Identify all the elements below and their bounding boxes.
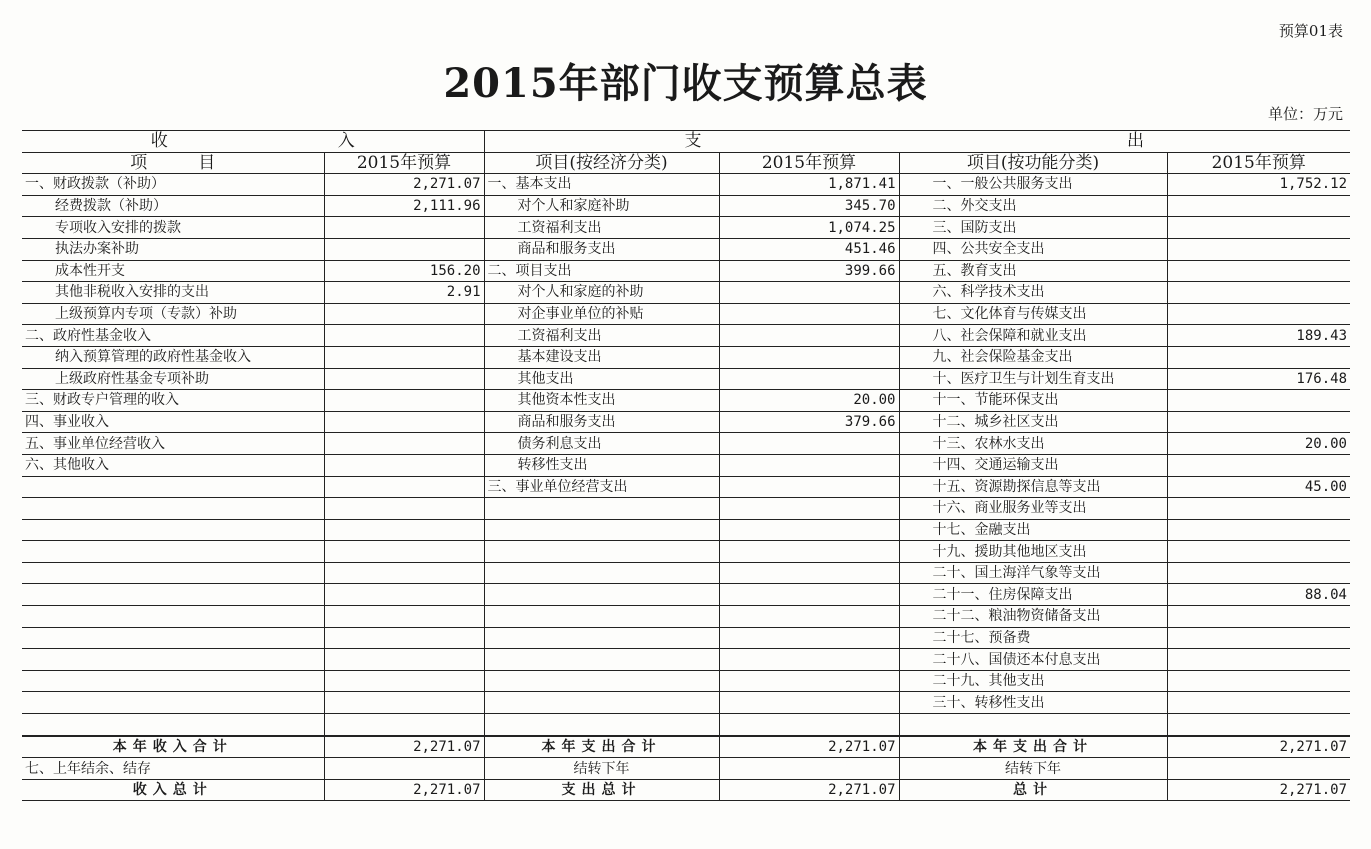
income-value	[324, 325, 484, 347]
expense-func-item: 十二、城乡社区支出	[899, 411, 1167, 433]
income-item	[22, 692, 324, 714]
expense-econ-item: 一、基本支出	[484, 174, 719, 196]
expense-econ-value: 451.46	[719, 238, 899, 260]
income-item	[22, 584, 324, 606]
expense-grand-value-econ: 2,271.07	[719, 779, 899, 801]
table-row	[22, 498, 1350, 520]
income-item: 专项收入安排的拨款	[22, 217, 324, 239]
income-item	[22, 476, 324, 498]
expense-func-value	[1167, 498, 1350, 520]
expense-econ-item: 工资福利支出	[484, 325, 719, 347]
expense-func-item: 九、社会保险基金支出	[899, 346, 1167, 368]
expense-econ-item	[484, 606, 719, 628]
expense-func-item: 十三、农林水支出	[899, 433, 1167, 455]
table-row	[22, 195, 1350, 217]
expense-func-value: 45.00	[1167, 476, 1350, 498]
table-row	[22, 325, 1350, 347]
expense-econ-value	[719, 649, 899, 671]
expense-econ-value: 1,871.41	[719, 174, 899, 196]
expense-econ-value	[719, 670, 899, 692]
expense-econ-item: 对个人和家庭补助	[484, 195, 719, 217]
expense-func-value: 1,752.12	[1167, 174, 1350, 196]
income-value	[324, 692, 484, 714]
expense-func-item: 二十八、国债还本付息支出	[899, 649, 1167, 671]
income-value	[324, 238, 484, 260]
income-grand-value: 2,271.07	[324, 779, 484, 801]
table-row	[22, 433, 1350, 455]
income-value	[324, 476, 484, 498]
expense-econ-value	[719, 714, 899, 736]
income-value	[324, 346, 484, 368]
income-value	[324, 670, 484, 692]
expense-econ-value	[719, 498, 899, 520]
expense-econ-item: 商品和服务支出	[484, 238, 719, 260]
income-total-value: 2,271.07	[324, 736, 484, 758]
income-item	[22, 670, 324, 692]
header-row-2	[22, 152, 1350, 174]
income-value	[324, 433, 484, 455]
income-value	[324, 390, 484, 412]
expense-func-item: 七、文化体育与传媒支出	[899, 303, 1167, 325]
income-value	[324, 627, 484, 649]
expense-econ-value	[719, 282, 899, 304]
expense-func-value	[1167, 390, 1350, 412]
table-row	[22, 174, 1350, 196]
expense-econ-item: 对个人和家庭的补助	[484, 282, 719, 304]
income-item	[22, 649, 324, 671]
expense-func-value	[1167, 195, 1350, 217]
expense-econ-item	[484, 541, 719, 563]
income-item	[22, 562, 324, 584]
table-row	[22, 282, 1350, 304]
expense-func-item: 二十一、住房保障支出	[899, 584, 1167, 606]
expense-econ-item: 债务利息支出	[484, 433, 719, 455]
expense-econ-value	[719, 562, 899, 584]
table-row	[22, 476, 1350, 498]
budget-table	[22, 130, 1350, 801]
table-row	[22, 606, 1350, 628]
table-row	[22, 390, 1350, 412]
income-item: 上级政府性基金专项补助	[22, 368, 324, 390]
table-row	[22, 584, 1350, 606]
income-item	[22, 627, 324, 649]
expense-econ-item	[484, 692, 719, 714]
expense-func-item: 十四、交通运输支出	[899, 454, 1167, 476]
expense-grand-label-econ: 支出总计	[484, 779, 719, 801]
expense-func-value	[1167, 303, 1350, 325]
expense-econ-item	[484, 584, 719, 606]
carry-over-econ-value	[719, 758, 899, 780]
item-header: 项 目	[22, 152, 324, 174]
income-value	[324, 368, 484, 390]
expense-econ-value: 345.70	[719, 195, 899, 217]
income-item	[22, 541, 324, 563]
prev-balance-value	[324, 758, 484, 780]
expense-econ-item	[484, 627, 719, 649]
expense-econ-value	[719, 368, 899, 390]
expense-func-item	[899, 714, 1167, 736]
income-value	[324, 562, 484, 584]
income-item	[22, 606, 324, 628]
expense-total-label-func: 本年支出合计	[899, 736, 1167, 758]
expense-econ-value	[719, 303, 899, 325]
income-item: 四、事业收入	[22, 411, 324, 433]
table-row	[22, 714, 1350, 736]
income-value	[324, 454, 484, 476]
expense-econ-value: 399.66	[719, 260, 899, 282]
income-item: 三、财政专户管理的收入	[22, 390, 324, 412]
income-value	[324, 519, 484, 541]
expense-func-item: 一、一般公共服务支出	[899, 174, 1167, 196]
table-row	[22, 411, 1350, 433]
expense-func-item: 六、科学技术支出	[899, 282, 1167, 304]
expense-econ-value	[719, 519, 899, 541]
expense-func-item: 二十九、其他支出	[899, 670, 1167, 692]
expense-econ-value: 379.66	[719, 411, 899, 433]
table-row	[22, 303, 1350, 325]
expense-func-item: 二十、国土海洋气象等支出	[899, 562, 1167, 584]
expense-econ-item	[484, 519, 719, 541]
income-value	[324, 217, 484, 239]
income-item: 其他非税收入安排的支出	[22, 282, 324, 304]
expense-econ-value: 20.00	[719, 390, 899, 412]
expense-func-item: 十七、金融支出	[899, 519, 1167, 541]
expense-econ-item: 二、项目支出	[484, 260, 719, 282]
expense-econ-item: 转移性支出	[484, 454, 719, 476]
carry-over-econ: 结转下年	[484, 758, 719, 780]
income-item	[22, 498, 324, 520]
expense-func-item: 十六、商业服务业等支出	[899, 498, 1167, 520]
table-row	[22, 260, 1350, 282]
expense-econ-value	[719, 541, 899, 563]
income-item: 经费拨款（补助）	[22, 195, 324, 217]
expense-header-left: 支	[484, 131, 1167, 153]
page-title: 2015年部门收支预算总表	[443, 60, 928, 107]
income-value	[324, 411, 484, 433]
expense-grand-label-func: 总计	[899, 779, 1167, 801]
expense-econ-value	[719, 627, 899, 649]
income-value	[324, 606, 484, 628]
budget-header: 2015年预算	[324, 152, 484, 174]
expense-func-item: 十一、节能环保支出	[899, 390, 1167, 412]
carry-over-func-value	[1167, 758, 1350, 780]
expense-func-item: 八、社会保障和就业支出	[899, 325, 1167, 347]
expense-econ-value	[719, 433, 899, 455]
expense-econ-item: 其他支出	[484, 368, 719, 390]
table-row	[22, 346, 1350, 368]
totals-row	[22, 736, 1350, 758]
income-value: 2.91	[324, 282, 484, 304]
expense-total-value-econ: 2,271.07	[719, 736, 899, 758]
income-value: 2,271.07	[324, 174, 484, 196]
income-item: 执法办案补助	[22, 238, 324, 260]
expense-econ-value	[719, 606, 899, 628]
expense-func-value	[1167, 541, 1350, 563]
income-value	[324, 498, 484, 520]
table-row	[22, 238, 1350, 260]
table-row	[22, 692, 1350, 714]
expense-func-value	[1167, 346, 1350, 368]
expense-func-value	[1167, 238, 1350, 260]
income-value	[324, 541, 484, 563]
expense-func-value	[1167, 260, 1350, 282]
table-row	[22, 627, 1350, 649]
expense-econ-item: 商品和服务支出	[484, 411, 719, 433]
expense-func-value	[1167, 606, 1350, 628]
expense-func-value	[1167, 627, 1350, 649]
income-value	[324, 584, 484, 606]
expense-econ-value	[719, 454, 899, 476]
carry-over-func: 结转下年	[899, 758, 1167, 780]
expense-func-value	[1167, 411, 1350, 433]
unit-label: 单位：万元	[1267, 105, 1343, 123]
expense-func-value	[1167, 454, 1350, 476]
expense-func-value	[1167, 670, 1350, 692]
income-item: 上级预算内专项（专款）补助	[22, 303, 324, 325]
expense-func-item: 二、外交支出	[899, 195, 1167, 217]
income-total-label: 本年收入合计	[22, 736, 324, 758]
income-item: 二、政府性基金收入	[22, 325, 324, 347]
expense-econ-value	[719, 692, 899, 714]
expense-econ-item: 其他资本性支出	[484, 390, 719, 412]
table-row	[22, 519, 1350, 541]
expense-func-value: 189.43	[1167, 325, 1350, 347]
expense-func-value	[1167, 217, 1350, 239]
prev-balance-label: 七、上年结余、结存	[22, 758, 324, 780]
income-item: 六、其他收入	[22, 454, 324, 476]
income-header: 收 入	[22, 131, 484, 153]
form-code: 预算01表	[1278, 22, 1343, 40]
expense-econ-item	[484, 498, 719, 520]
income-item: 成本性开支	[22, 260, 324, 282]
expense-func-item: 十五、资源勘探信息等支出	[899, 476, 1167, 498]
item-econ-header: 项目(按经济分类)	[484, 152, 719, 174]
table-row	[22, 670, 1350, 692]
table-row	[22, 562, 1350, 584]
expense-econ-item	[484, 562, 719, 584]
expense-func-item: 三十、转移性支出	[899, 692, 1167, 714]
expense-econ-value	[719, 476, 899, 498]
expense-func-item: 三、国防支出	[899, 217, 1167, 239]
expense-func-item: 十九、援助其他地区支出	[899, 541, 1167, 563]
item-func-header: 项目(按功能分类)	[899, 152, 1167, 174]
expense-func-item: 二十七、预备费	[899, 627, 1167, 649]
expense-func-value	[1167, 714, 1350, 736]
expense-econ-item: 三、事业单位经营支出	[484, 476, 719, 498]
income-item: 五、事业单位经营收入	[22, 433, 324, 455]
expense-total-label-econ: 本年支出合计	[484, 736, 719, 758]
expense-header-right: 出	[1127, 131, 1310, 153]
expense-econ-item	[484, 670, 719, 692]
expense-func-value: 88.04	[1167, 584, 1350, 606]
expense-func-item: 十、医疗卫生与计划生育支出	[899, 368, 1167, 390]
expense-func-value	[1167, 562, 1350, 584]
income-value: 2,111.96	[324, 195, 484, 217]
income-value	[324, 649, 484, 671]
expense-func-value	[1167, 649, 1350, 671]
expense-func-value	[1167, 282, 1350, 304]
expense-func-item: 二十二、粮油物资储备支出	[899, 606, 1167, 628]
expense-econ-item: 对企事业单位的补贴	[484, 303, 719, 325]
table-row	[22, 217, 1350, 239]
header-row-1	[22, 131, 1350, 153]
table-row	[22, 368, 1350, 390]
income-value	[324, 714, 484, 736]
budget-econ-header: 2015年预算	[719, 152, 899, 174]
income-item: 一、财政拨款（补助）	[22, 174, 324, 196]
table-row	[22, 649, 1350, 671]
table-row	[22, 454, 1350, 476]
expense-econ-value	[719, 584, 899, 606]
expense-econ-value	[719, 325, 899, 347]
budget-func-header: 2015年预算	[1167, 152, 1350, 174]
expense-grand-value-func: 2,271.07	[1167, 779, 1350, 801]
income-item	[22, 519, 324, 541]
table-row	[22, 541, 1350, 563]
expense-econ-value	[719, 346, 899, 368]
expense-econ-item	[484, 649, 719, 671]
expense-func-value: 20.00	[1167, 433, 1350, 455]
expense-func-value	[1167, 692, 1350, 714]
income-item	[22, 714, 324, 736]
income-grand-label: 收入总计	[22, 779, 324, 801]
income-value	[324, 303, 484, 325]
expense-econ-item: 工资福利支出	[484, 217, 719, 239]
income-item: 纳入预算管理的政府性基金收入	[22, 346, 324, 368]
expense-func-item: 四、公共安全支出	[899, 238, 1167, 260]
expense-func-value: 176.48	[1167, 368, 1350, 390]
expense-econ-item	[484, 714, 719, 736]
income-value: 156.20	[324, 260, 484, 282]
expense-econ-item: 基本建设支出	[484, 346, 719, 368]
expense-func-value	[1167, 519, 1350, 541]
grand-total-row	[22, 779, 1350, 801]
expense-func-item: 五、教育支出	[899, 260, 1167, 282]
expense-econ-value: 1,074.25	[719, 217, 899, 239]
expense-total-value-func: 2,271.07	[1167, 736, 1350, 758]
carry-row	[22, 758, 1350, 780]
